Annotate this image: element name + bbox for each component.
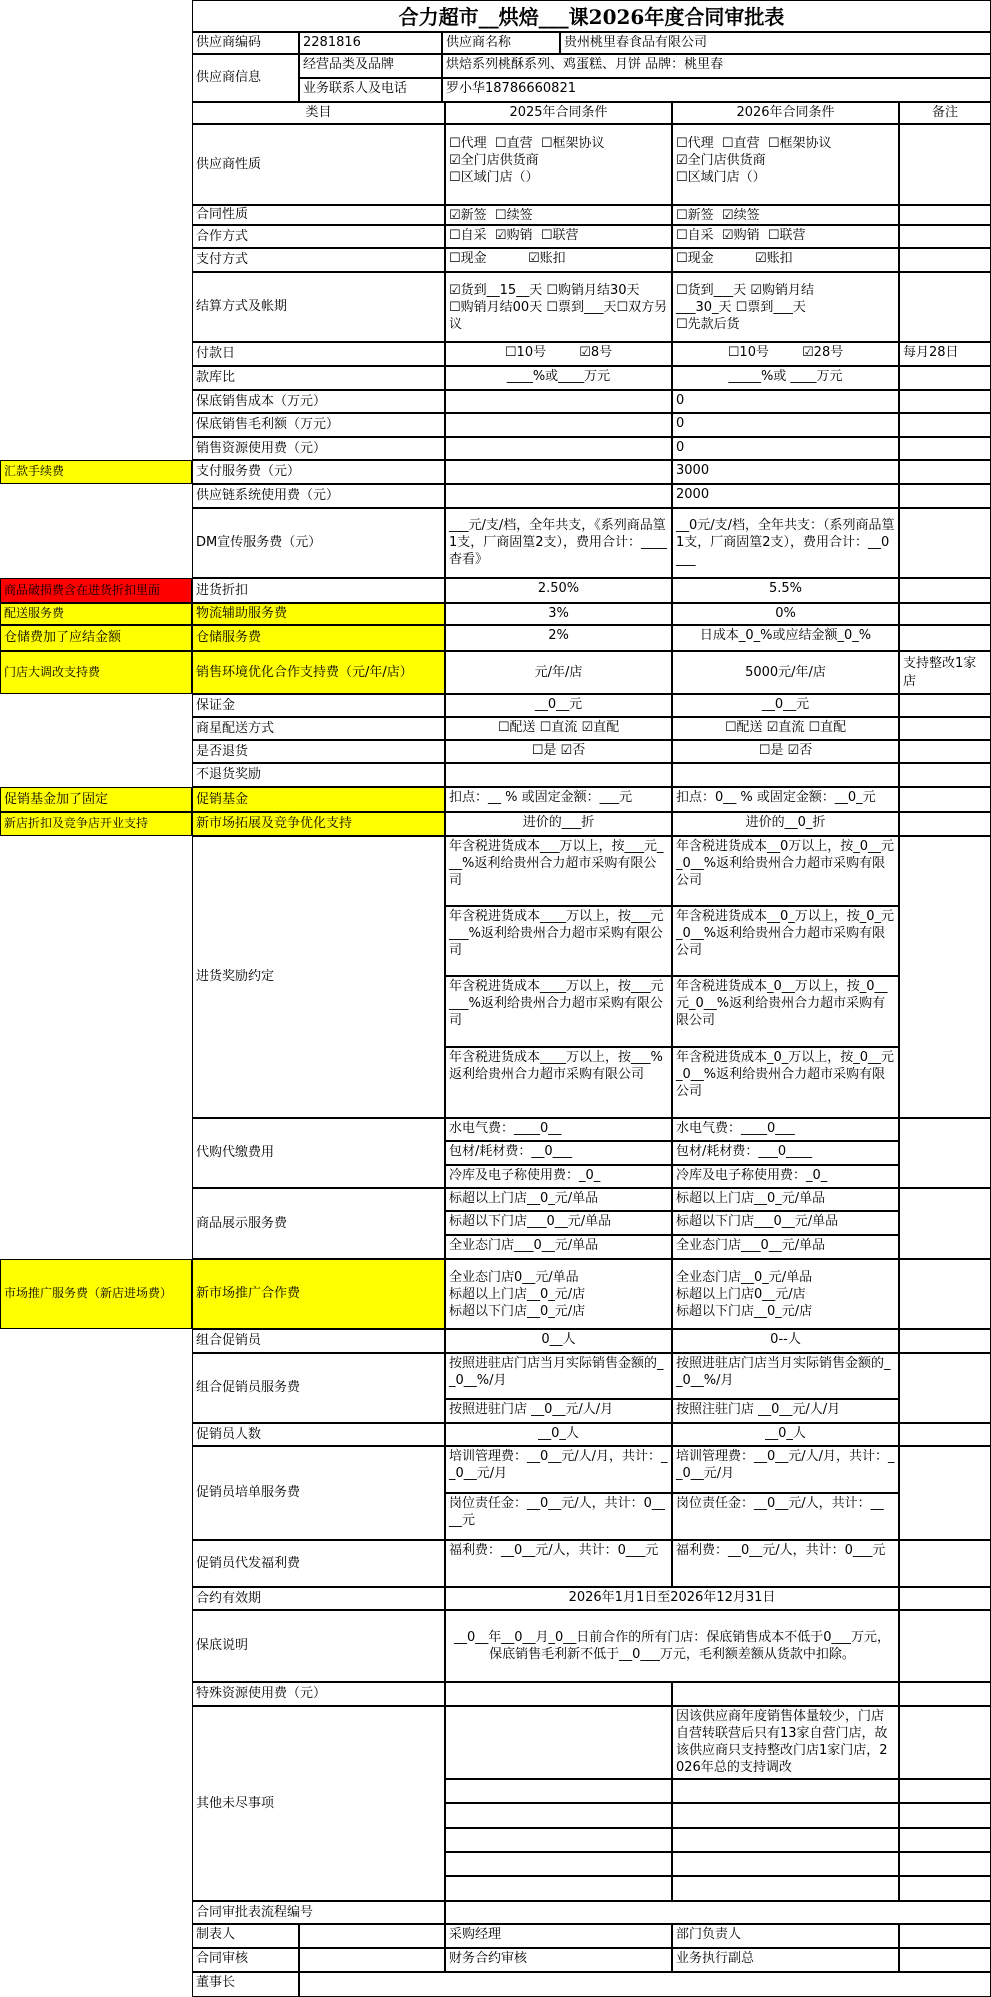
row-label-min-margin: 保底销售毛利额（万元） xyxy=(192,413,445,437)
row-label-purchase-reward: 进货奖励约定 xyxy=(192,836,445,1118)
settlement-2025: ☑货到__15__天 ☐购销月结30天 ☐购销月结00天 ☐票到___天☐双方另议 xyxy=(445,272,672,342)
header-remark: 备注 xyxy=(899,102,991,124)
remark-cell xyxy=(899,1188,991,1259)
approval-number-value[interactable] xyxy=(445,1901,991,1924)
row-label-special-resource: 特殊资源使用费（元） xyxy=(192,1682,445,1706)
signature-review-label: 合同审核 xyxy=(192,1948,299,1972)
min-cost-2025 xyxy=(445,390,672,413)
display-2026-item: 标超以下门店___0__元/单品 xyxy=(672,1211,899,1235)
remark-cell xyxy=(899,413,991,437)
remark-cell xyxy=(899,508,991,578)
proxy-2026-item: 水电气费：____0___ xyxy=(672,1118,899,1141)
annotation-delivery: 配送服务费 xyxy=(0,603,192,625)
row-label-other-matters: 其他未尽事项 xyxy=(192,1706,445,1901)
remark-cell xyxy=(899,272,991,342)
remark-cell xyxy=(899,1540,991,1587)
combo-staff-2026: 0--人 xyxy=(672,1329,899,1353)
new-market-2026: 进价的__0_折 xyxy=(672,812,899,836)
training-2026-deposit: 岗位责任金：__0__元/人，共计：__ xyxy=(672,1493,899,1540)
settlement-2026: ☐货到___天 ☑购销月结 ___30_天 ☐票到___天 ☐先款后货 xyxy=(672,272,899,342)
annotation-damage: 商品破损费含在进货折扣里面 xyxy=(0,578,192,603)
reward-2026-tier: 年含税进货成本__0_万以上，按_0_元_0__%返利给贵州合力超市采购有限公司 xyxy=(672,906,899,976)
signature-biz-vp-label: 业务执行副总 xyxy=(672,1948,899,1972)
dm-2025: ___元/支/档，全年共支，《系列商品篁1支，厂商固篁2支），费用合计：____杳看》 xyxy=(445,508,672,578)
annotation-new-store: 新店折扣及竞争店开业支持 xyxy=(0,812,192,836)
other-blank-line xyxy=(672,1876,899,1901)
dm-2026: __0元/支/档，全年共支：（系列商品篁1支，厂商固篁2支），费用合计：__0___ xyxy=(672,508,899,578)
return-2026: ☐是 ☑否 xyxy=(672,740,899,763)
supplier-code-value: 2281816 xyxy=(299,32,442,54)
row-label-pay-day: 付款日 xyxy=(192,342,445,366)
row-label-new-market: 新市场拓展及竞争优化支持 xyxy=(192,812,445,836)
other-blank-line xyxy=(445,1876,672,1901)
display-2026-item: 标超以上门店__0_元/单品 xyxy=(672,1188,899,1211)
other-blank-line xyxy=(672,1828,899,1852)
reward-2026-tier: 年含税进货成本_0__万以上，按_0__元_0__%返利给贵州合力超市采购有限公司 xyxy=(672,976,899,1047)
signature-maker-field[interactable] xyxy=(299,1924,445,1948)
contract-nature-2026: ☐新签 ☑续签 xyxy=(672,205,899,225)
remark-cell xyxy=(899,625,991,651)
reward-2025-tier: 年含税进货成本____万以上，按___%返利给贵州合力超市采购有限公司 xyxy=(445,1047,672,1118)
remark-cell xyxy=(899,225,991,248)
new-promo-2025: 全业态门店0__元/单品 标超以上门店__0_元/店 标超以下门店__0_元/店 xyxy=(445,1259,672,1329)
promo-fund-2026: 扣点：0__ % 或固定金额：__0_元 xyxy=(672,787,899,812)
header-category: 类目 xyxy=(192,102,445,124)
reward-2026-tier: 年含税进货成本__0万以上，按_0__元_0__%返利给贵州合力超市采购有限公司 xyxy=(672,836,899,906)
signature-finance-label: 财务合约审核 xyxy=(445,1948,672,1972)
remark-cell xyxy=(899,437,991,460)
remark-cell xyxy=(899,1876,991,1901)
proxy-2026-item: 冷库及电子称使用费：_0_ xyxy=(672,1165,899,1188)
row-label-pay-service: 支付服务费（元） xyxy=(192,460,445,484)
remark-cell xyxy=(899,787,991,812)
combo-fee-2025-fixed: 按照进驻门店 __0__元/人/月 xyxy=(445,1399,672,1423)
proxy-2026-item: 包材/耗材费：___0____ xyxy=(672,1141,899,1165)
remark-cell xyxy=(899,1706,991,1779)
remark-cell xyxy=(899,1329,991,1353)
payment-method-2025: ☐现金 ☑账扣 xyxy=(445,248,672,272)
row-label-logistics: 物流辅助服务费 xyxy=(192,603,445,625)
remark-cell xyxy=(899,717,991,740)
pay-service-2025 xyxy=(445,460,672,484)
supply-chain-2025 xyxy=(445,484,672,508)
contact-label: 业务联系人及电话 xyxy=(299,78,442,102)
row-label-storage: 仓储服务费 xyxy=(192,625,445,651)
special-2026 xyxy=(672,1682,899,1706)
row-label-dm: DM宣传服务费（元） xyxy=(192,508,445,578)
other-blank-line xyxy=(672,1779,899,1803)
remark-cell xyxy=(899,1118,991,1188)
row-label-welfare: 促销员代发福利费 xyxy=(192,1540,445,1587)
remark-cell xyxy=(899,603,991,625)
training-2025-fee: 培训管理费：__0__元/人/月，共计：__0__元/月 xyxy=(445,1446,672,1493)
remark-cell xyxy=(899,578,991,603)
proxy-2025-item: 包材/耗材费：__0___ xyxy=(445,1141,672,1165)
row-label-resource-fee: 销售资源使用费（元） xyxy=(192,437,445,460)
annotation-remodel: 门店大调改支持费 xyxy=(0,651,192,694)
display-2025-item: 标超以下门店___0__元/单品 xyxy=(445,1211,672,1235)
no-return-2025 xyxy=(445,763,672,787)
row-label-guarantee: 保底说明 xyxy=(192,1610,445,1682)
remark-cell xyxy=(899,1682,991,1706)
annotation-remit-fee: 汇款手续费 xyxy=(0,460,192,484)
row-label-return: 是否退货 xyxy=(192,740,445,763)
logistics-2026: 0% xyxy=(672,603,899,625)
other-blank-line xyxy=(445,1852,672,1876)
remark-cell xyxy=(899,484,991,508)
reward-2026-tier: 年含税进货成本_0_万以上，按_0__元_0__%返利给贵州合力超市采购有限公司 xyxy=(672,1047,899,1118)
row-label-validity: 合约有效期 xyxy=(192,1587,445,1610)
page-title: 合力超市__烘焙___课2026年度合同审批表 xyxy=(192,0,991,32)
deposit-2026: __0__元 xyxy=(672,694,899,717)
row-label-contract-nature: 合同性质 xyxy=(192,205,445,225)
signature-maker-label: 制表人 xyxy=(192,1924,299,1948)
supplier-name-label: 供应商名称 xyxy=(442,32,560,54)
promoter-count-2025: __0_人 xyxy=(445,1423,672,1446)
supplier-nature-2026: ☐代理 ☐直营 ☐框架协议 ☑全门店供货商 ☐区域门店（） xyxy=(672,124,899,205)
remark-cell xyxy=(899,836,991,1118)
supplier-nature-2025: ☐代理 ☐直营 ☐框架协议 ☑全门店供货商 ☐区域门店（） xyxy=(445,124,672,205)
other-2026-note: 因该供应商年度销售体量较少，门店自营转联营后只有13家自营门店，故该供应商只支持整改门店1家门店，2026年总的支持调改 xyxy=(672,1706,899,1779)
row-label-new-promo: 新市场推广合作费 xyxy=(192,1259,445,1329)
cooperation-2025: ☐自采 ☑购销 ☐联营 xyxy=(445,225,672,248)
header-2025: 2025年合同条件 xyxy=(445,102,672,124)
other-blank-line xyxy=(445,1779,672,1803)
training-2025-deposit: 岗位责任金：__0__元/人，共计：0____元 xyxy=(445,1493,672,1540)
remark-cell xyxy=(899,1828,991,1852)
other-2025 xyxy=(445,1706,672,1779)
other-blank-line xyxy=(445,1803,672,1828)
row-label-combo-fee: 组合促销员服务费 xyxy=(192,1353,445,1423)
signature-chairman-field[interactable] xyxy=(299,1972,991,1997)
display-2025-item: 全业态门店___0__元/单品 xyxy=(445,1235,672,1259)
discount-2025: 2.50% xyxy=(445,578,672,603)
proxy-2025-item: 水电气费：____0__ xyxy=(445,1118,672,1141)
signature-dept-head-label: 部门负责人 xyxy=(672,1924,899,1948)
row-label-cooperation: 合作方式 xyxy=(192,225,445,248)
no-return-2026 xyxy=(672,763,899,787)
remark-cell xyxy=(899,124,991,205)
deposit-2025: __0__元 xyxy=(445,694,672,717)
remark-cell xyxy=(899,390,991,413)
reward-2025-tier: 年含税进货成本____万以上，按___元___%返利给贵州合力超市采购有限公司 xyxy=(445,976,672,1047)
remark-cell xyxy=(899,1353,991,1423)
validity-value: 2026年1月1日至2026年12月31日 xyxy=(445,1587,899,1610)
category-brand-label: 经营品类及品牌 xyxy=(299,54,442,78)
remark-cell xyxy=(899,460,991,484)
remark-cell xyxy=(899,763,991,787)
row-label-environment: 销售环境优化合作支持费（元/年/店） xyxy=(192,651,445,694)
supplier-name-value: 贵州桃里春食品有限公司 xyxy=(560,32,991,54)
remark-cell xyxy=(899,248,991,272)
remark-cell xyxy=(899,1852,991,1876)
other-blank-line xyxy=(672,1852,899,1876)
environment-2025: 元/年/店 xyxy=(445,651,672,694)
remark-cell xyxy=(899,1803,991,1828)
stock-ratio-2026: _____%或 ____万元 xyxy=(672,366,899,390)
annotation-promo-fund: 促销基金加了固定 xyxy=(0,787,192,812)
guarantee-value: __0__年__0__月_0__日前合作的所有门店：保底销售成本不低于0___万元， 保底销售毛利新不低于__0___万元，毛利额差额从货款中扣除。 xyxy=(445,1610,899,1682)
remark-cell xyxy=(899,205,991,225)
new-promo-2026: 全业态门店__0_元/单品 标超以上门店0__元/店 标超以下门店__0_元/店 xyxy=(672,1259,899,1329)
signature-chairman-label: 董事长 xyxy=(192,1972,299,1997)
special-2025 xyxy=(445,1682,672,1706)
combo-fee-2026-percent: 按照进驻店门店当月实际销售金额的__0__%/月 xyxy=(672,1353,899,1399)
payment-method-2026: ☐现金 ☑账扣 xyxy=(672,248,899,272)
storage-2026: 日成本_0_%或应结金额_0_% xyxy=(672,625,899,651)
annotation-market-promo: 市场推广服务费（新店进场费） xyxy=(0,1259,192,1329)
stock-ratio-2025: ____%或____万元 xyxy=(445,366,672,390)
row-label-supply-chain: 供应链系统使用费（元） xyxy=(192,484,445,508)
resource-fee-2025 xyxy=(445,437,672,460)
pay-service-2026: 3000 xyxy=(672,460,899,484)
min-margin-2026: 0 xyxy=(672,413,899,437)
pay-day-2026: ☐10号 ☑28号 xyxy=(672,342,899,366)
remark-cell xyxy=(899,1423,991,1446)
combo-fee-2026-fixed: 按照注驻门店 __0__元/人/月 xyxy=(672,1399,899,1423)
welfare-2025: 福利费：__0__元/人，共计：0___元 xyxy=(445,1540,672,1587)
environment-remark: 支持整改1家店 xyxy=(899,651,991,694)
training-2026-fee: 培训管理费：__0__元/人/月，共计：__0__元/月 xyxy=(672,1446,899,1493)
reward-2025-tier: 年含税进货成本____万以上，按___元___%返利给贵州合力超市采购有限公司 xyxy=(445,906,672,976)
row-label-promoter-count: 促销员人数 xyxy=(192,1423,445,1446)
logistics-2025: 3% xyxy=(445,603,672,625)
row-label-settlement: 结算方式及帐期 xyxy=(192,272,445,342)
discount-2026: 5.5% xyxy=(672,578,899,603)
delivery-mode-2026: ☐配送 ☑直流 ☐直配 xyxy=(672,717,899,740)
delivery-mode-2025: ☐配送 ☐直流 ☑直配 xyxy=(445,717,672,740)
display-2026-item: 全业态门店___0__元/单品 xyxy=(672,1235,899,1259)
signature-dept-head-field[interactable] xyxy=(899,1924,991,1948)
other-blank-line xyxy=(672,1803,899,1828)
remark-cell xyxy=(899,740,991,763)
environment-2026: 5000元/年/店 xyxy=(672,651,899,694)
row-label-discount: 进货折扣 xyxy=(192,578,445,603)
row-label-approval-number: 合同审批表流程编号 xyxy=(192,1901,445,1924)
remark-cell xyxy=(899,1587,991,1610)
remark-cell xyxy=(899,812,991,836)
row-label-payment-method: 支付方式 xyxy=(192,248,445,272)
combo-fee-2025-percent: 按照进驻店门店当月实际销售金额的__0__%/月 xyxy=(445,1353,672,1399)
row-label-display: 商品展示服务费 xyxy=(192,1188,445,1259)
cooperation-2026: ☐自采 ☑购销 ☐联营 xyxy=(672,225,899,248)
promo-fund-2025: 扣点：__ % 或固定金额：___元 xyxy=(445,787,672,812)
supplier-info-label: 供应商信息 xyxy=(192,54,299,102)
signature-purchasing-label: 采购经理 xyxy=(445,1924,672,1948)
contract-nature-2025: ☑新签 ☐续签 xyxy=(445,205,672,225)
supplier-code-label: 供应商编码 xyxy=(192,32,299,54)
resource-fee-2026: 0 xyxy=(672,437,899,460)
row-label-stock-ratio: 款库比 xyxy=(192,366,445,390)
new-market-2025: 进价的___折 xyxy=(445,812,672,836)
row-label-promo-fund: 促销基金 xyxy=(192,787,445,812)
welfare-2026: 福利费：__0__元/人，共计：0___元 xyxy=(672,1540,899,1587)
min-margin-2025 xyxy=(445,413,672,437)
header-2026: 2026年合同条件 xyxy=(672,102,899,124)
row-label-training: 促销员培单服务费 xyxy=(192,1446,445,1540)
remark-cell xyxy=(899,694,991,717)
remark-cell xyxy=(899,1259,991,1329)
storage-2025: 2% xyxy=(445,625,672,651)
min-cost-2026: 0 xyxy=(672,390,899,413)
row-label-deposit: 保证金 xyxy=(192,694,445,717)
pay-day-remark: 每月28日 xyxy=(899,342,991,366)
promoter-count-2026: __0_人 xyxy=(672,1423,899,1446)
other-blank-line xyxy=(445,1828,672,1852)
display-2025-item: 标超以上门店__0_元/单品 xyxy=(445,1188,672,1211)
row-label-supplier-nature: 供应商性质 xyxy=(192,124,445,205)
row-label-no-return-reward: 不退货奖励 xyxy=(192,763,445,787)
row-label-combo-staff: 组合促销员 xyxy=(192,1329,445,1353)
remark-cell xyxy=(899,366,991,390)
pay-day-2025: ☐10号 ☑8号 xyxy=(445,342,672,366)
combo-staff-2025: 0__人 xyxy=(445,1329,672,1353)
remark-cell xyxy=(899,1446,991,1540)
contact-value: 罗小华18786660821 xyxy=(442,78,991,102)
supply-chain-2026: 2000 xyxy=(672,484,899,508)
row-label-proxy-fees: 代购代缴费用 xyxy=(192,1118,445,1188)
proxy-2025-item: 冷库及电子称使用费：_0_ xyxy=(445,1165,672,1188)
remark-cell xyxy=(899,1779,991,1803)
annotation-warehouse: 仓储费加了应结金额 xyxy=(0,625,192,651)
signature-review-field[interactable] xyxy=(299,1948,445,1972)
signature-biz-vp-field[interactable] xyxy=(899,1948,991,1972)
remark-cell xyxy=(899,1610,991,1682)
row-label-min-cost: 保底销售成本（万元） xyxy=(192,390,445,413)
row-label-delivery-mode: 商星配送方式 xyxy=(192,717,445,740)
category-brand-value: 烘焙系列桃酥系列、鸡蛋糕、月饼 品牌：桃里春 xyxy=(442,54,991,78)
return-2025: ☐是 ☑否 xyxy=(445,740,672,763)
reward-2025-tier: 年含税进货成本___万以上，按___元___%返利给贵州合力超市采购有限公司 xyxy=(445,836,672,906)
